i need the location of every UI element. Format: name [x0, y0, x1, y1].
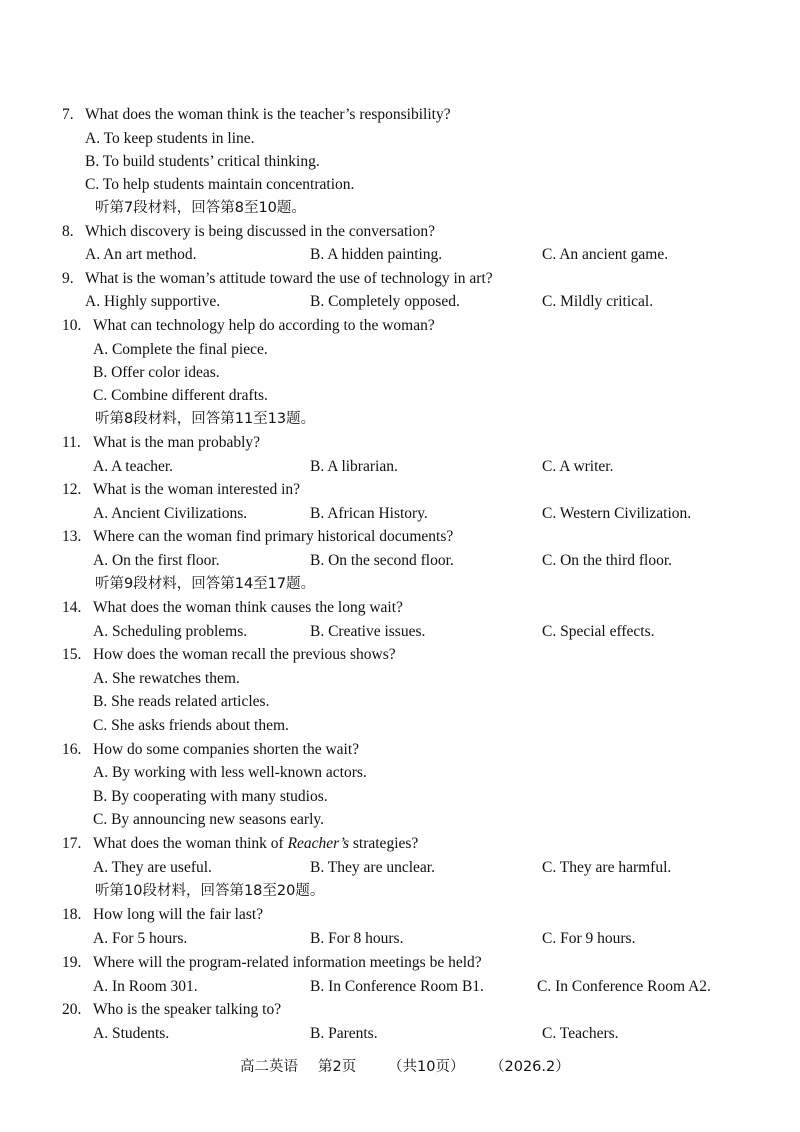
option-a: A. An art method.	[85, 246, 197, 263]
option-a: A. In Room 301.	[93, 978, 198, 995]
question-text: How long will the fair last?	[93, 906, 264, 923]
question-number: 17.	[62, 835, 82, 852]
option-b: B. A librarian.	[310, 458, 398, 475]
option-b: B. By cooperating with many studios.	[93, 788, 328, 805]
option-c: C. In Conference Room A2.	[537, 978, 711, 995]
footer-date: （2026.2）	[490, 1059, 570, 1075]
option-a: A. They are useful.	[93, 859, 212, 876]
question-19	[0, 951, 800, 975]
question-text: Which discovery is being discussed in the conversation?	[85, 223, 435, 240]
footer-page-number: 第2页	[318, 1059, 357, 1075]
option-b: B. To build students’ critical thinking.	[85, 153, 320, 170]
question-text-pre: What does the woman think of	[93, 835, 288, 852]
option-c: C. For 9 hours.	[542, 930, 636, 947]
footer-total-pages: （共10页）	[388, 1059, 465, 1075]
question-number: 16.	[62, 741, 82, 758]
question-number: 10.	[62, 317, 82, 334]
question-number: 18.	[62, 906, 82, 923]
section-note-7: 听第7段材料，回答第8至10题。	[95, 200, 306, 216]
question-number: 7.	[62, 106, 74, 123]
option-a: A. On the first floor.	[93, 552, 220, 569]
option-a: A. For 5 hours.	[93, 930, 188, 947]
option-b: B. She reads related articles.	[93, 693, 270, 710]
section-note-9: 听第9段材料，回答第14至17题。	[95, 576, 316, 592]
footer-subject: 高二英语	[240, 1059, 298, 1075]
option-b: B. Creative issues.	[310, 623, 426, 640]
option-a: A. She rewatches them.	[93, 670, 240, 687]
question-7	[0, 103, 800, 127]
option-c: C. By announcing new seasons early.	[93, 811, 325, 828]
question-number: 13.	[62, 528, 82, 545]
question-text: What is the woman’s attitude toward the use of technology in art?	[85, 270, 493, 287]
option-c: C. To help students maintain concentration.	[85, 176, 355, 193]
question-text	[93, 832, 418, 856]
question-text: Who is the speaker talking to?	[93, 1001, 282, 1018]
option-a: A. To keep students in line.	[85, 130, 255, 147]
option-c: C. Mildly critical.	[542, 293, 654, 310]
question-9	[0, 267, 800, 291]
option-c: C. A writer.	[542, 458, 614, 475]
section-note-10: 听第10段材料，回答第18至20题。	[95, 883, 325, 899]
option-a: A. Complete the final piece.	[93, 341, 268, 358]
question-18	[0, 903, 800, 927]
question-15	[0, 643, 800, 667]
question-text: What does the woman think causes the long wait?	[93, 599, 403, 616]
option-a: A. Scheduling problems.	[93, 623, 248, 640]
page-footer	[0, 1057, 800, 1077]
question-text: How do some companies shorten the wait?	[93, 741, 360, 758]
question-text-post: strategies?	[349, 835, 419, 852]
question-text: Where will the program-related information meetings be held?	[93, 954, 482, 971]
option-a: A. Students.	[93, 1025, 170, 1042]
option-c: C. An ancient game.	[542, 246, 669, 263]
option-c: C. On the third floor.	[542, 552, 673, 569]
option-c: C. Teachers.	[542, 1025, 619, 1042]
option-c: C. Western Civilization.	[542, 505, 692, 522]
option-c: C. They are harmful.	[542, 859, 672, 876]
question-text: What is the man probably?	[93, 434, 261, 451]
question-16	[0, 738, 800, 762]
option-b: B. Parents.	[310, 1025, 378, 1042]
option-b: B. A hidden painting.	[310, 246, 443, 263]
question-20	[0, 998, 800, 1022]
question-text: Where can the woman find primary historical documents?	[93, 528, 454, 545]
question-12	[0, 478, 800, 502]
question-number: 8.	[62, 223, 74, 240]
question-10	[0, 314, 800, 338]
section-note-8: 听第8段材料，回答第11至13题。	[95, 411, 316, 427]
option-c: C. She asks friends about them.	[93, 717, 289, 734]
question-number: 9.	[62, 270, 74, 287]
option-a: A. By working with less well-known actors.	[93, 764, 367, 781]
option-a: A. Ancient Civilizations.	[93, 505, 248, 522]
question-number: 14.	[62, 599, 82, 616]
question-11	[0, 431, 800, 455]
question-8	[0, 220, 800, 244]
question-text: What is the woman interested in?	[93, 481, 301, 498]
option-b: B. They are unclear.	[310, 859, 435, 876]
option-a: A. Highly supportive.	[85, 293, 221, 310]
question-text-title: Reacher’s	[287, 835, 349, 852]
option-b: B. Completely opposed.	[310, 293, 460, 310]
option-b: B. In Conference Room B1.	[310, 978, 484, 995]
option-b: B. Offer color ideas.	[93, 364, 220, 381]
question-number: 20.	[62, 1001, 82, 1018]
question-17	[0, 832, 800, 856]
option-b: B. For 8 hours.	[310, 930, 404, 947]
question-number: 19.	[62, 954, 82, 971]
option-a: A. A teacher.	[93, 458, 174, 475]
question-text: What can technology help do according to the woman?	[93, 317, 435, 334]
question-number: 12.	[62, 481, 82, 498]
question-number: 11.	[62, 434, 81, 451]
option-b: B. On the second floor.	[310, 552, 454, 569]
question-number: 15.	[62, 646, 82, 663]
question-text: What does the woman think is the teacher’s responsibility?	[85, 106, 451, 123]
question-13	[0, 525, 800, 549]
question-14	[0, 596, 800, 620]
question-text: How does the woman recall the previous shows?	[93, 646, 396, 663]
option-c: C. Combine different drafts.	[93, 387, 268, 404]
option-c: C. Special effects.	[542, 623, 655, 640]
option-b: B. African History.	[310, 505, 428, 522]
